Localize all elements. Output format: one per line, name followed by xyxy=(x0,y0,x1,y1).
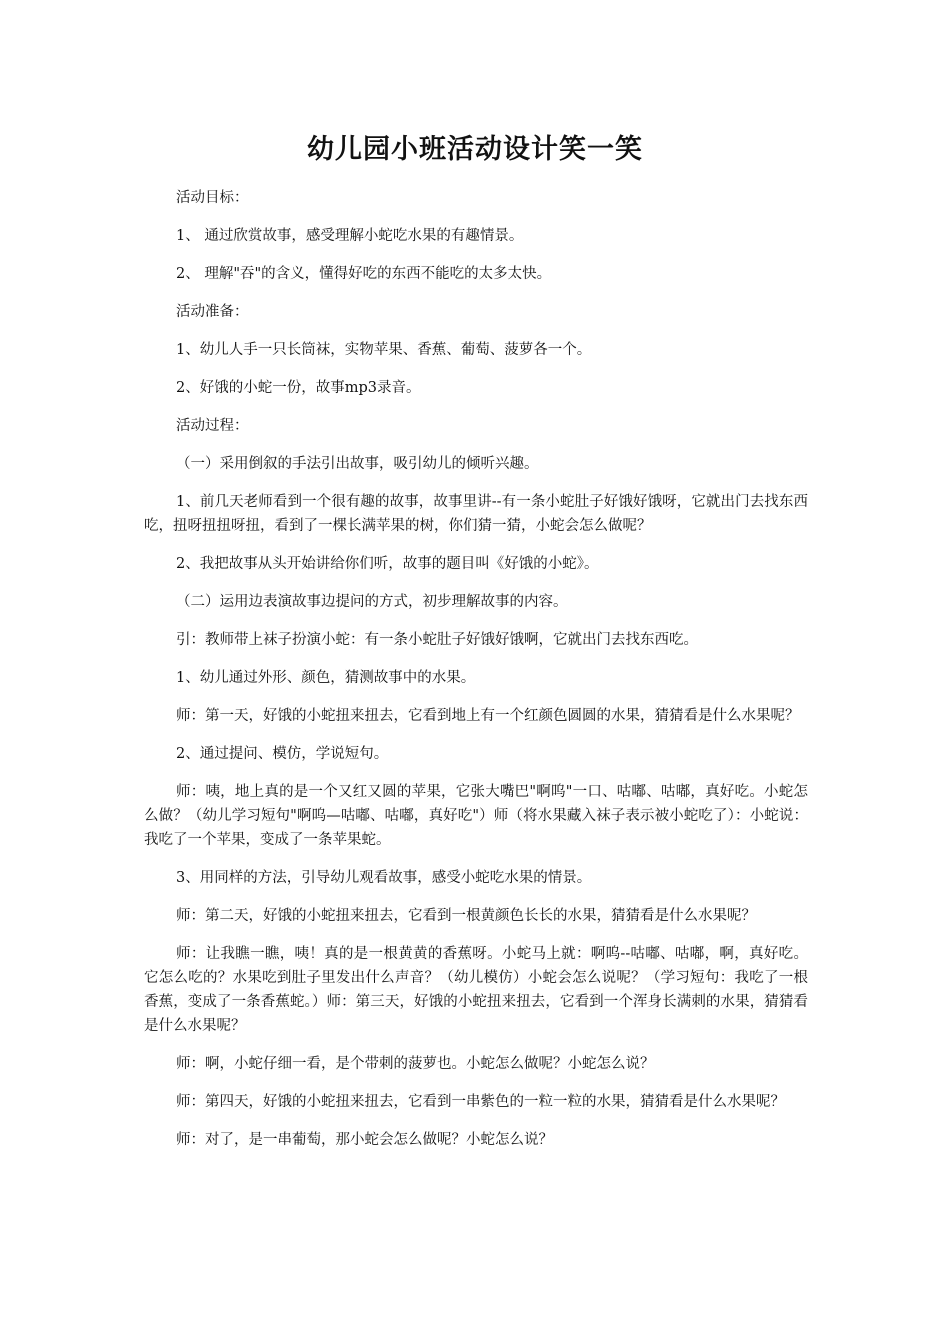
document-body xyxy=(144,186,808,1166)
paragraph: 3、用同样的方法，引导幼儿观看故事，感受小蛇吃水果的情景。 xyxy=(176,870,592,886)
paragraph: 师：咦，地上真的是一个又红又圆的苹果，它张大嘴巴"啊呜"一口、咕嘟、咕嘟，真好吃。小蛇怎么做？（幼儿学习短句"啊呜—咕嘟、咕嘟，真好吃"）师（将水果藏入袜子表示被小蛇吃了）：小蛇说：我吃了一个苹果，变成了一条苹果蛇。 xyxy=(144,784,808,848)
section-heading-preparation: 活动准备： xyxy=(176,304,249,320)
paragraph: 1、前几天老师看到一个很有趣的故事，故事里讲--有一条小蛇肚子好饿好饿呀，它就出门去找东西吃，扭呀扭扭呀扭，看到了一棵长满苹果的树，你们猜一猜，小蛇会怎么做呢？ xyxy=(144,494,808,534)
goal-item-2: 2、 理解"吞"的含义，懂得好吃的东西不能吃的太多太快。 xyxy=(176,266,552,282)
preparation-item-2: 2、好饿的小蛇一份，故事mp3录音。 xyxy=(176,380,421,396)
process-step-1: （一）采用倒叙的手法引出故事，吸引幼儿的倾听兴趣。 xyxy=(176,456,539,472)
paragraph: 师：对了，是一串葡萄，那小蛇会怎么做呢？小蛇怎么说？ xyxy=(176,1132,553,1148)
paragraph: 引：教师带上袜子扮演小蛇：有一条小蛇肚子好饿好饿啊，它就出门去找东西吃。 xyxy=(176,632,698,648)
paragraph: 师：啊，小蛇仔细一看，是个带刺的菠萝也。小蛇怎么做呢？小蛇怎么说？ xyxy=(176,1056,655,1072)
preparation-item-1: 1、幼儿人手一只长筒袜，实物苹果、香蕉、葡萄、菠萝各一个。 xyxy=(176,342,592,358)
paragraph: 2、通过提问、模仿，学说短句。 xyxy=(176,746,389,762)
paragraph: 师：第二天，好饿的小蛇扭来扭去，它看到一根黄颜色长长的水果，猜猜看是什么水果呢？ xyxy=(176,908,756,924)
process-step-2: （二）运用边表演故事边提问的方式，初步理解故事的内容。 xyxy=(176,594,568,610)
section-heading-goals: 活动目标： xyxy=(176,190,249,206)
paragraph: 师：第四天，好饿的小蛇扭来扭去，它看到一串紫色的一粒一粒的水果，猜猜看是什么水果呢？ xyxy=(176,1094,785,1110)
section-heading-process: 活动过程： xyxy=(176,418,249,434)
paragraph: 师：第一天，好饿的小蛇扭来扭去，它看到地上有一个红颜色圆圆的水果，猜猜看是什么水果呢？ xyxy=(176,708,800,724)
paragraph: 1、幼儿通过外形、颜色，猜测故事中的水果。 xyxy=(176,670,476,686)
paragraph: 师：让我瞧一瞧，咦！真的是一根黄黄的香蕉呀。小蛇马上就：啊呜--咕嘟、咕嘟，啊，真好吃。它怎么吃的？水果吃到肚子里发出什么声音？（幼儿模仿）小蛇会怎么说呢？（学习短句：我吃了一根香蕉，变成了一条香蕉蛇。）师：第三天，好饿的小蛇扭来扭去，它看到一个浑身长满刺的水果，猜猜看是什么水果呢？ xyxy=(144,946,808,1034)
document-title: 幼儿园小班活动设计笑一笑 xyxy=(307,134,643,165)
paragraph: 2、我把故事从头开始讲给你们听，故事的题目叫《好饿的小蛇》。 xyxy=(176,556,599,572)
goal-item-1: 1、 通过欣赏故事，感受理解小蛇吃水果的有趣情景。 xyxy=(176,228,524,244)
